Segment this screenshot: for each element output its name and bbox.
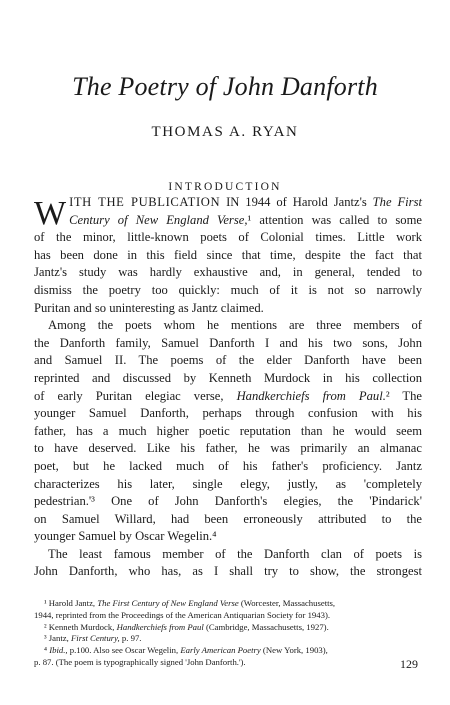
body-line: characterizes his later, single elegy, justly, as 'completely: [34, 476, 422, 491]
drop-cap: W: [34, 195, 67, 232]
footnote-text: ⁴: [44, 645, 50, 656]
page-number: 129: [400, 657, 418, 671]
footnote-title: Handkerchiefs from Paul: [116, 621, 204, 632]
body-line: has been done in this field since that time, despite the fact that: [34, 247, 422, 262]
footnote-text: p.100. Also see Oscar Wegelin,: [67, 645, 181, 656]
footnote-title: Early American Poetry: [180, 645, 261, 656]
body-line: of the minor, little-known poets of Colonial times. Little work: [34, 230, 422, 245]
footnote-4: [34, 645, 422, 657]
body-line: pedestrian.'³ One of John Danforth's elegies, the 'Pindarick': [34, 494, 422, 509]
book-title: Century of New England Verse,: [69, 212, 248, 227]
lead-smallcaps: ITH THE PUBLICATION: [69, 195, 221, 209]
footnote-2: [34, 622, 422, 634]
footnote-1: [34, 598, 422, 610]
footnote-title: Ibid.,: [49, 645, 68, 656]
body-text: IN 1944 of Harold Jantz's: [220, 195, 373, 209]
footnote-text: p. 97.: [119, 633, 142, 644]
body-line: Among the poets whom he mentions are three members of: [48, 318, 422, 333]
footnote-text: (New York, 1903),: [260, 645, 328, 656]
paragraph-3: [34, 546, 422, 581]
body-line: [34, 388, 422, 406]
book-title: Handkerchiefs from Paul.: [236, 388, 386, 403]
body-line: the Danforth family, Samuel Danforth I and his two sons, John: [34, 335, 422, 350]
body-line: John Danforth, who has, as I shall try to show, the strongest: [34, 564, 422, 579]
body-line: The least famous member of the Danforth clan of poets is: [48, 546, 422, 561]
footnote-text: ³ Jantz,: [44, 633, 71, 644]
body-line: Puritan and so uninteresting as Jantz claimed.: [34, 300, 264, 315]
body-line: [34, 212, 422, 230]
body-text: of early Puritan elegiac verse,: [34, 388, 237, 403]
footnote-text: (Cambridge, Massachusetts, 1927).: [203, 621, 329, 632]
footnote-1-cont: 1944, reprinted from the Proceedings of the American Antiquarian Society for 1943).: [34, 609, 331, 620]
body-line: [34, 194, 422, 212]
book-title: The First: [372, 195, 422, 209]
body-line: Jantz's study was hardly exhaustive and, in general, tended to: [34, 265, 422, 280]
section-heading: INTRODUCTION: [168, 181, 282, 193]
body-text: ¹ attention was called to some: [247, 212, 422, 227]
footnotes: [34, 598, 422, 669]
body-line: to have deserved. Like his father, he was primarily an almanac: [34, 441, 422, 456]
footnote-3: [34, 633, 422, 645]
body-line: dismiss the poetry too quickly: much of it is not so narrowly: [34, 282, 422, 297]
paragraph-1: [34, 194, 422, 317]
footnote-text: ¹ Harold Jantz,: [44, 598, 98, 608]
footnote-text: (Worcester, Massachusetts,: [238, 598, 336, 608]
article-title: The Poetry of John Danforth: [72, 72, 378, 101]
body-line: father, has a much higher poetic reputation than he would seem: [34, 423, 422, 438]
body-text: ² The: [385, 388, 423, 403]
footnote-4-cont: p. 87. (The poem is typographically signed 'John Danforth.').: [34, 656, 246, 667]
footnote-text: ² Kenneth Murdock,: [44, 621, 117, 632]
article-body: [34, 194, 422, 581]
article-author: THOMAS A. RYAN: [151, 124, 299, 140]
footnote-title: The First Century of New England Verse: [97, 598, 239, 608]
body-line: younger Samuel by Oscar Wegelin.⁴: [34, 529, 217, 544]
body-line: reprinted and discussed by Kenneth Murdock in his collection: [34, 370, 422, 385]
body-line: and Samuel II. The poems of the elder Danforth have been: [34, 353, 422, 368]
body-line: on Samuel Willard, had been erroneously attributed to the: [34, 511, 422, 526]
body-line: younger Samuel Danforth, perhaps through confusion with his: [34, 406, 422, 421]
body-line: poet, but he lacked much of his father's proficiency. Jantz: [34, 458, 422, 473]
footnote-title: First Century,: [70, 633, 120, 644]
paragraph-2: [34, 317, 422, 546]
